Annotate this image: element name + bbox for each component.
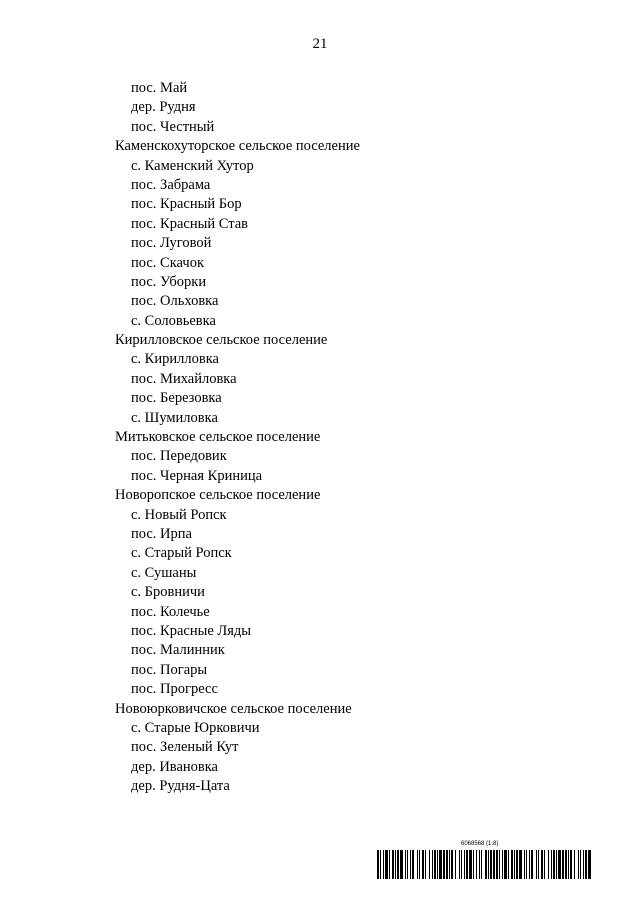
settlement-item: пос. Колечье	[131, 603, 210, 620]
settlement-item: с. Сушаны	[131, 564, 197, 581]
settlement-item: пос. Передовик	[131, 448, 227, 465]
settlement-item: с. Соловьевка	[131, 312, 216, 329]
municipality-heading: Новоропское сельское поселение	[115, 487, 321, 504]
settlement-list	[115, 79, 555, 796]
settlement-item: с. Старые Юрковичи	[131, 719, 260, 736]
settlement-item: пос. Березовка	[131, 390, 222, 407]
settlement-item: пос. Малинник	[131, 642, 225, 659]
settlement-item: пос. Зеленый Кут	[131, 739, 239, 756]
page-number: 21	[312, 36, 328, 52]
settlement-item: пос. Михайловка	[131, 370, 237, 387]
settlement-item: с. Старый Ропск	[131, 545, 232, 562]
settlement-item: пос. Красный Бор	[131, 196, 242, 213]
settlement-item: пос. Честный	[131, 118, 215, 135]
settlement-item: с. Бровничи	[131, 584, 205, 601]
settlement-item: пос. Забрама	[131, 176, 211, 193]
settlement-item: дер. Ивановка	[131, 758, 218, 775]
settlement-item: с. Новый Ропск	[131, 506, 227, 523]
settlement-item: пос. Прогресс	[131, 681, 218, 698]
barcode-caption: 6068568 (1.8)	[461, 841, 499, 847]
settlement-item: с. Кирилловка	[131, 351, 219, 368]
settlement-item: с. Шумиловка	[131, 409, 218, 426]
settlement-item: пос. Ольховка	[131, 293, 219, 310]
settlement-item: дер. Рудня	[131, 99, 196, 116]
settlement-item: пос. Луговой	[131, 235, 212, 252]
settlement-item: пос. Красные Ляды	[131, 622, 252, 639]
settlement-item: пос. Скачок	[131, 254, 204, 271]
barcode-block	[377, 841, 591, 879]
barcode-image	[377, 850, 591, 879]
settlement-item: пос. Черная Криница	[131, 467, 263, 484]
settlement-item: дер. Рудня-Цата	[131, 778, 230, 795]
settlement-item: пос. Погары	[131, 661, 208, 678]
settlement-item: пос. Ирпа	[131, 525, 192, 542]
municipality-heading: Кирилловское сельское поселение	[115, 332, 328, 349]
settlement-item: пос. Май	[131, 80, 188, 96]
municipality-heading: Новоюрковичское сельское поселение	[115, 700, 352, 717]
settlement-item: пос. Красный Став	[131, 215, 249, 232]
municipality-heading: Митьковское сельское поселение	[115, 429, 321, 446]
settlement-item: пос. Уборки	[131, 273, 207, 290]
municipality-heading: Каменскохуторское сельское поселение	[115, 138, 360, 155]
settlement-item: с. Каменский Хутор	[131, 157, 254, 174]
